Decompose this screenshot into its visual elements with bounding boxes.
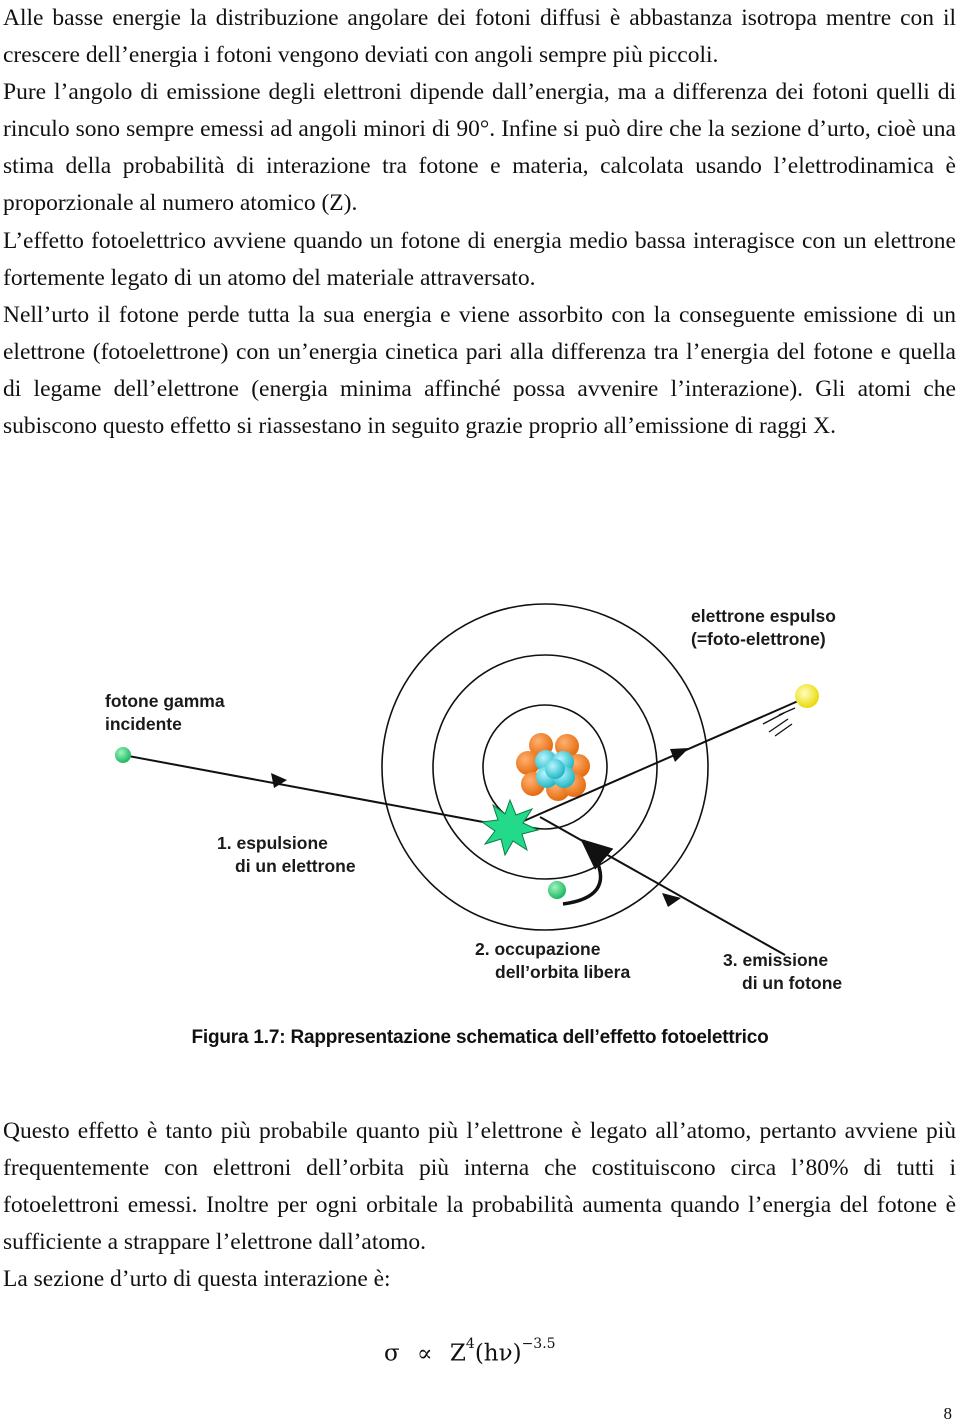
motion-lines [763, 708, 795, 736]
emitted-photon-path [540, 817, 785, 955]
formula-energy: (hν) [474, 1340, 522, 1367]
body-text-top [3, 0, 956, 445]
formula-proportional: ∝ [417, 1340, 433, 1367]
label-ejected: elettrone espulso [691, 606, 836, 626]
paragraph-photoelectric: L’effetto fotoelettrico avviene quando un fotone di energia medio bassa interagisce con un elettrone fortemente legato di un atomo del materiale attraversato. [3, 227, 956, 291]
ejected-arrow-icon [670, 748, 689, 762]
label-ejected-sub: (=foto-elettrone) [691, 629, 826, 649]
paragraph-probability: Questo effetto è tanto più probabile quanto più l’elettrone è legato all’atomo, pertanto avviene più frequentemente con elettroni dell’orbita più interna che costituiscono circa l’80% di tutti i fotoelettroni emessi. Inoltre per ogni orbitale la probabilità aumenta quando l’energia del fotone è sufficiente a strappare l’elettrone dall’atomo. [3, 1118, 956, 1256]
figure-caption: Figura 1.7: Rappresentazione schematica dell’effetto fotoelettrico [191, 1027, 769, 1048]
interaction-burst-icon [482, 800, 538, 855]
incident-photon-path [123, 755, 510, 827]
label-step1-sub: di un elettrone [235, 856, 356, 876]
formula-z-exponent: 4 [465, 1336, 475, 1352]
formula-energy-exponent: −3.5 [521, 1336, 556, 1352]
nucleus [516, 733, 590, 801]
page-number: 8 [943, 1404, 952, 1423]
body-text-bottom [3, 1113, 956, 1298]
paragraph-collision: Nell’urto il fotone perde tutta la sua energia e viene assorbito con la conseguente emissione di un elettrone (fotoelettrone) con un’energia cinetica pari alla differenza tra l’energia del fotone e quella di legame dell’elettrone (energia minima affinché possa avvenire l’interazione). Gli atomi che subiscono questo effetto si riassestano in seguito grazie proprio all’emissione di raggi X. [3, 301, 956, 440]
label-step2-sub: dell’orbita libera [495, 962, 631, 982]
paragraph-electrons: Pure l’angolo di emissione degli elettroni dipende dall’energia, ma a differenza dei fotoni quelli di rinculo sono sempre emessi ad angoli minori di 90°. Infine si può dire che la sezione d’urto, cioè una stima della probabilità di interazione tra fotone e materia, calcolata usando l’elettrodinamica è proporzionale al numero atomico (Z). [3, 79, 956, 217]
paragraph-cross-section: La sezione d’urto di questa interazione è: [3, 1266, 391, 1293]
label-step3-sub: di un fotone [742, 973, 843, 993]
ejected-electron [795, 684, 819, 708]
label-step1: 1. espulsione [217, 833, 328, 853]
formula-sigma: σ [384, 1340, 400, 1367]
incident-photon [115, 747, 131, 763]
photoelectric-diagram [95, 595, 865, 1005]
label-step3: 3. emissione [723, 950, 829, 970]
formula-z: Z [449, 1340, 466, 1367]
orbit-electron [548, 881, 566, 899]
cross-section-formula [384, 1336, 556, 1367]
paragraph-intro: Alle basse energie la distribuzione angolare dei fotoni diffusi è abbastanza isotropa mentre con il crescere dell’energia i fotoni vengono deviati con angoli sempre più piccoli. [3, 5, 956, 69]
label-incident-sub: incidente [105, 714, 182, 734]
label-incident: fotone gamma [105, 691, 225, 711]
label-step2: 2. occupazione [475, 939, 601, 959]
